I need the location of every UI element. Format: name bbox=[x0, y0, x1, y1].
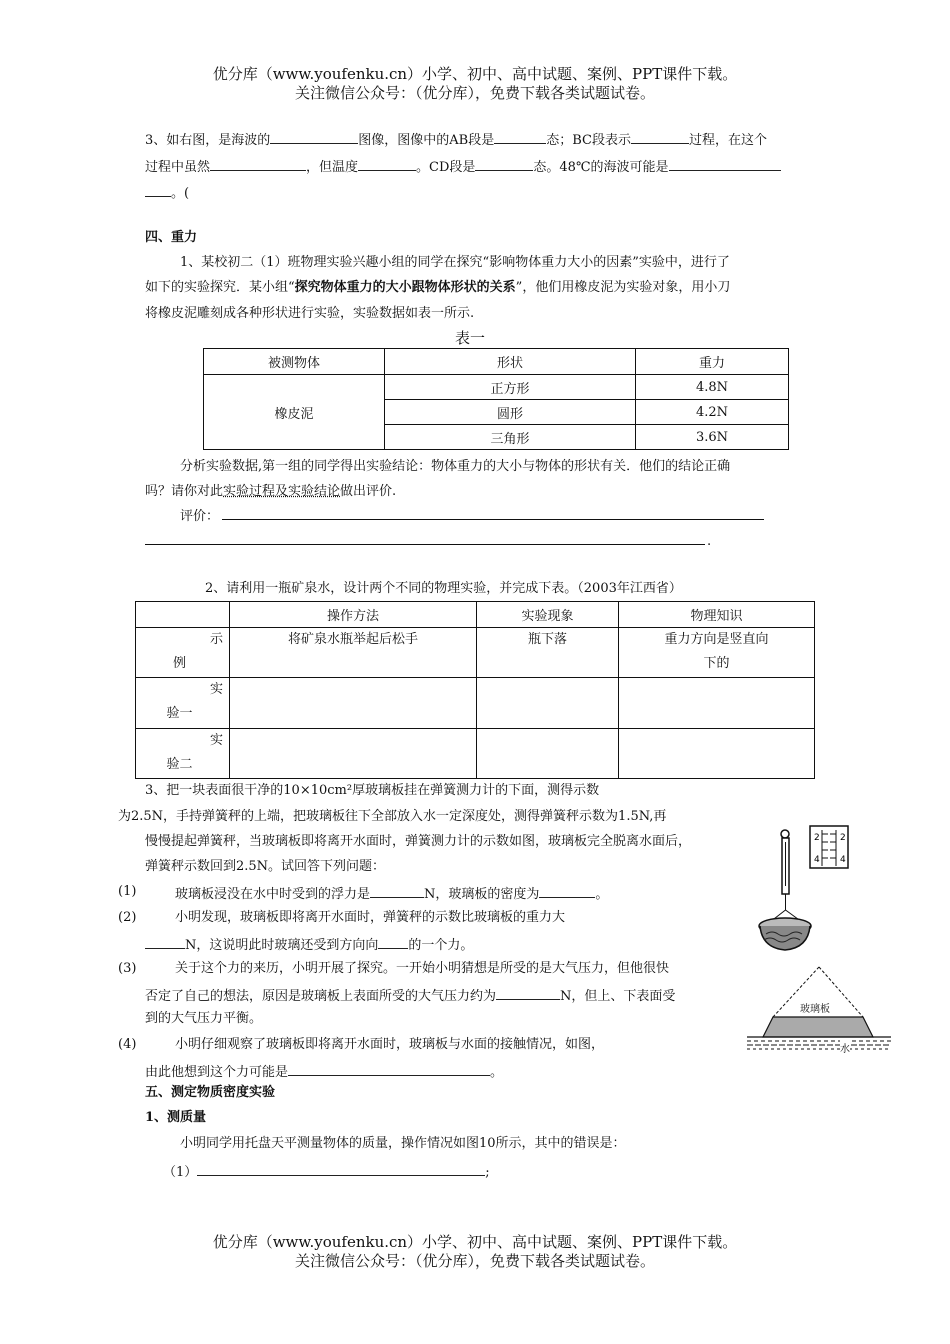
svg-text:2: 2 bbox=[814, 833, 820, 843]
table1-object: 橡皮泥 bbox=[204, 375, 385, 450]
table1-shape: 圆形 bbox=[385, 400, 636, 425]
q3-line-1: 3、把一块表面很干净的10×10cm²厚玻璃板挂在弹簧测力计的下面，测得示数 bbox=[145, 783, 600, 798]
svg-text:2: 2 bbox=[840, 833, 846, 843]
table2-header: 操作方法 bbox=[230, 602, 477, 628]
table1-shape: 三角形 bbox=[385, 425, 636, 450]
haibo-line-3: 。( bbox=[145, 183, 189, 202]
table1-caption: 表一 bbox=[455, 329, 486, 347]
table2-example-knowledge: 重力方向是竖直向 下的 bbox=[619, 628, 815, 678]
table1-header: 被测物体 bbox=[204, 349, 385, 375]
footer-line-1: 优分库（www.youfenku.cn）小学、初中、高中试题、案例、PPT课件下载。 bbox=[212, 1233, 738, 1251]
table1-shape: 正方形 bbox=[385, 375, 636, 400]
q1-line-3: 将橡皮泥雕刻成各种形状进行实验，实验数据如表一所示. bbox=[145, 306, 475, 321]
table2-exp2-method[interactable] bbox=[230, 729, 477, 779]
svg-text:4: 4 bbox=[840, 855, 846, 865]
table2-row-label: 实 验一 bbox=[136, 678, 230, 729]
table1-header: 形状 bbox=[385, 349, 636, 375]
table2 bbox=[135, 601, 815, 779]
table2-example-method: 将矿泉水瓶举起后松手 bbox=[230, 628, 477, 678]
eval-answer-line-2[interactable] bbox=[145, 544, 705, 545]
table-row bbox=[204, 375, 789, 400]
table2-exp1-method[interactable] bbox=[230, 678, 477, 729]
sub1-text: 玻璃板浸没在水中时受到的浮力是 N，玻璃板的密度为 。 bbox=[175, 884, 608, 903]
table2-row-label: 示 例 bbox=[136, 628, 230, 678]
svg-text:4: 4 bbox=[814, 855, 820, 865]
header-line-1: 优分库（www.youfenku.cn）小学、初中、高中试题、案例、PPT课件下载。 bbox=[212, 65, 738, 83]
haibo-line-1: 3、如右图，是海波的 图像，图像中的AB段是 态；BC段表示 过程，在这个 bbox=[145, 130, 767, 149]
table1-weight: 4.8N bbox=[636, 375, 789, 400]
table1 bbox=[203, 348, 789, 450]
q1-line-1: 1、某校初二（1）班物理实验兴趣小组的同学在探究“影响物体重力大小的因素”实验中，进行了 bbox=[180, 255, 730, 270]
section5-title: 五、测定物质密度实验 bbox=[145, 1085, 276, 1100]
table-row bbox=[136, 628, 815, 678]
sub4-text-b: 由此他想到这个力可能是 。 bbox=[145, 1062, 503, 1081]
table2-header: 物理知识 bbox=[619, 602, 815, 628]
spring-balance-figure bbox=[752, 822, 852, 957]
section4-title: 四、重力 bbox=[145, 230, 198, 245]
q3-line-2: 为2.5N，手持弹簧秤的上端，把玻璃板往下全部放入水一定深度处，测得弹簧秤示数为1.5N,再 bbox=[118, 809, 667, 824]
table1-header: 重力 bbox=[636, 349, 789, 375]
sub4-text-a: 小明仔细观察了玻璃板即将离开水面时，玻璃板与水面的接触情况，如图， bbox=[175, 1037, 605, 1052]
sub3-num: (3) bbox=[118, 961, 137, 976]
table2-exp2-knowledge[interactable] bbox=[619, 729, 815, 779]
sub2-num: (2) bbox=[118, 910, 137, 925]
sub3-text-b: 否定了自己的想法，原因是玻璃板上表面所受的大气压力约为 N，但上、下表面受 bbox=[145, 986, 675, 1005]
section5-item1: （1） ; bbox=[163, 1162, 490, 1181]
table2-header: 实验现象 bbox=[477, 602, 619, 628]
haibo-line-2: 过程中虽然 ，但温度 。CD段是 态。48℃的海波可能是 bbox=[145, 157, 781, 176]
sub3-text-d: 到的大气压力平衡。 bbox=[145, 1011, 263, 1026]
table2-header bbox=[136, 602, 230, 628]
table1-weight: 3.6N bbox=[636, 425, 789, 450]
sub4-num: (4) bbox=[118, 1037, 137, 1052]
eval-answer-line-1[interactable] bbox=[222, 519, 764, 520]
table2-exp1-knowledge[interactable] bbox=[619, 678, 815, 729]
table2-exp2-phenomenon[interactable] bbox=[477, 729, 619, 779]
water-label: 水 bbox=[840, 1040, 850, 1055]
table2-example-phenomenon: 瓶下落 bbox=[477, 628, 619, 678]
q3-line-4: 弹簧秤示数回到2.5N。试回答下列问题： bbox=[145, 859, 386, 874]
analysis-line-2: 吗？请你对此实验过程及实验结论做出评价. bbox=[145, 484, 397, 499]
sub3-text-a: 关于这个力的来历，小明开展了探究。一开始小明猜想是所受的是大气压力，但他很快 bbox=[175, 961, 670, 976]
table1-weight: 4.2N bbox=[636, 400, 789, 425]
table2-row-label: 实 验二 bbox=[136, 729, 230, 779]
table-row bbox=[136, 729, 815, 779]
q1-line-2: 如下的实验探究．某小组“探究物体重力的大小跟物体形状的关系”，他们用橡皮泥为实验对象，用小刀 bbox=[145, 280, 731, 295]
analysis-line-1: 分析实验数据,第一组的同学得出实验结论：物体重力的大小与物体的形状有关．他们的结论正确 bbox=[180, 459, 731, 474]
table2-exp1-phenomenon[interactable] bbox=[477, 678, 619, 729]
footer-line-2: 关注微信公众号：（优分库），免费下载各类试题试卷。 bbox=[294, 1252, 655, 1270]
eval-end: . bbox=[707, 534, 712, 549]
q2-intro: 2、请利用一瓶矿泉水，设计两个不同的物理实验，并完成下表。（2003年江西省） bbox=[205, 581, 682, 596]
sub1-num: (1) bbox=[118, 884, 137, 899]
glass-plate-label: 玻璃板 bbox=[800, 1004, 830, 1015]
sub2-text-b: N，这说明此时玻璃还受到方向向 的一个力。 bbox=[145, 935, 473, 954]
section5-sub1: 1、测质量 bbox=[145, 1110, 207, 1125]
table-row bbox=[136, 678, 815, 729]
eval-label: 评价： bbox=[180, 509, 220, 524]
header-line-2: 关注微信公众号：（优分库），免费下载各类试题试卷。 bbox=[294, 84, 655, 102]
q3-line-3: 慢慢提起弹簧秤，当玻璃板即将离开水面时，弹簧测力计的示数如图，玻璃板完全脱离水面后， bbox=[145, 834, 692, 849]
section5-intro: 小明同学用托盘天平测量物体的质量，操作情况如图10所示，其中的错误是： bbox=[180, 1136, 626, 1151]
sub2-text-a: 小明发现，玻璃板即将离开水面时，弹簧秤的示数比玻璃板的重力大 bbox=[175, 910, 566, 925]
